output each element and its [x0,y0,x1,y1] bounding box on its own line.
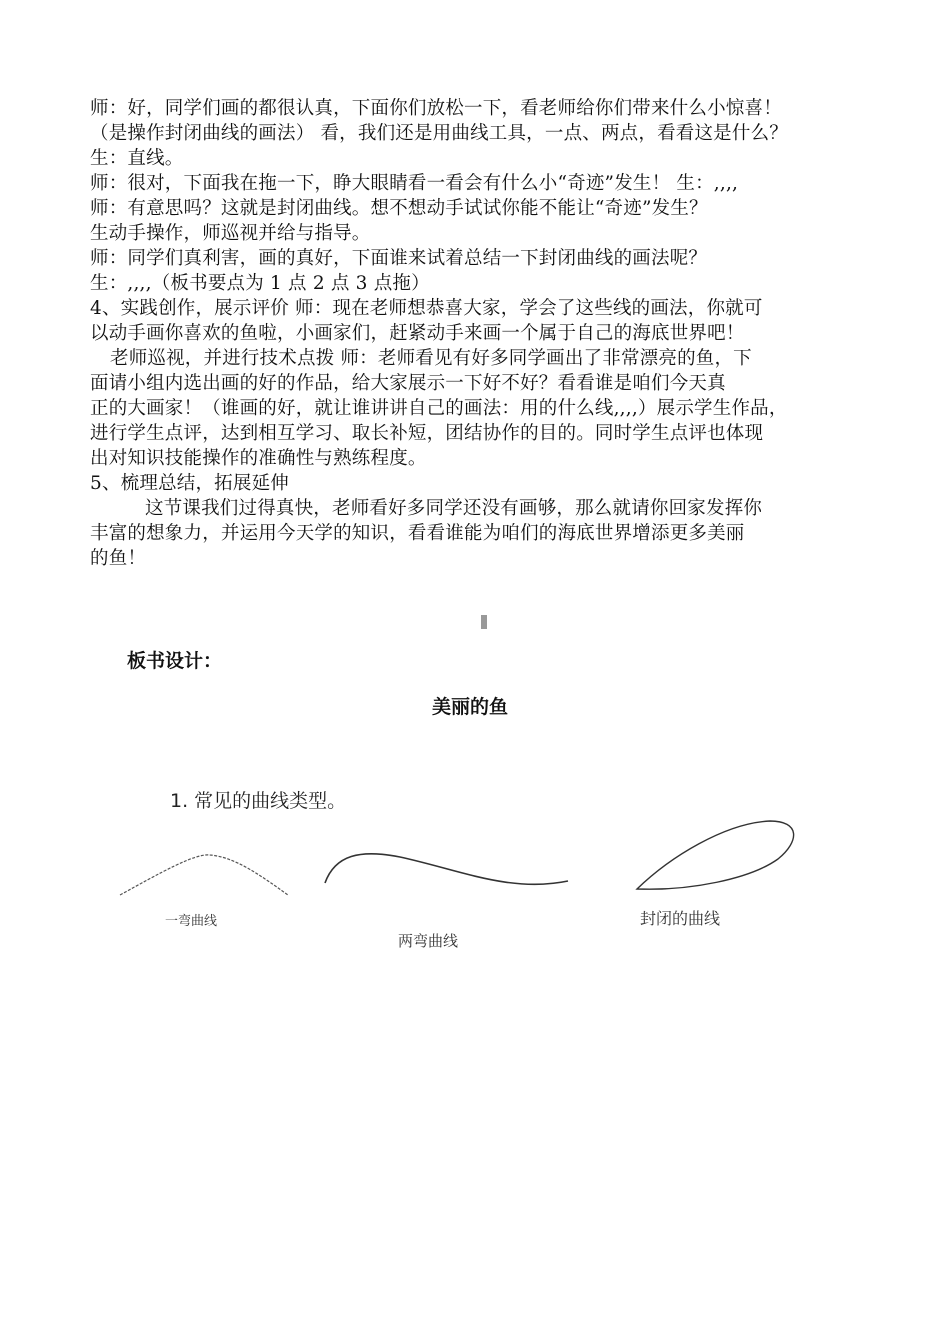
text-line: 师：有意思吗？这就是封闭曲线。想不想动手试试你能不能让“奇迹”发生？ [90,198,708,219]
text-line: 4、实践创作，展示评价 师：现在老师想恭喜大家，学会了这些线的画法，你就可 [90,298,763,319]
text-line: 出对知识技能操作的准确性与熟练程度。 [90,448,427,469]
text-line: 师：很对，下面我在拖一下，睁大眼睛看一看会有什么小“奇迹”发生！ 生：,,,, [90,173,739,194]
text-line: 生：直线。 [90,148,184,169]
text-line: 师：同学们真利害，画的真好，下面谁来试着总结一下封闭曲线的画法呢？ [90,248,708,269]
text-line: 生动手操作，师巡视并给与指导。 [90,223,371,244]
text-line: 这节课我们过得真快，老师看好多同学还没有画够，那么就请你回家发挥你 [145,498,763,519]
curve-types-heading: 1. 常见的曲线类型。 [170,790,347,812]
text-line: 5、梳理总结，拓展延伸 [90,473,289,494]
section-marker [481,615,487,629]
single-bend-curve [120,855,288,895]
closed-curve [637,821,794,889]
text-line: 面请小组内选出画的好的作品，给大家展示一下好不好？看看谁是咱们今天真 [90,373,726,394]
board-title: 美丽的鱼 [432,696,509,718]
text-line: （是操作封闭曲线的画法） 看，我们还是用曲线工具，一点、两点，看看这是什么？ [90,123,788,144]
text-line: 老师巡视，并进行技术点拨 师：老师看见有好多同学画出了非常漂亮的鱼，下 [110,348,752,369]
double-bend-curve [325,854,568,885]
text-line: 进行学生点评，达到相互学习、取长补短，团结协作的目的。同时学生点评也体现 [90,423,764,444]
text-line: 丰富的想象力，并运用今天学的知识，看看谁能为咱们的海底世界增添更多美丽 [90,523,745,544]
text-line: 正的大画家！（谁画的好，就让谁讲讲自己的画法：用的什么线,,,,）展示学生作品， [90,398,788,419]
text-line: 以动手画你喜欢的鱼啦，小画家们，赶紧动手来画一个属于自己的海底世界吧！ [90,323,745,344]
text-line: 的鱼！ [90,548,147,569]
closed-curve-caption: 封闭的曲线 [640,909,721,928]
curve-illustrations [110,815,810,905]
single-bend-caption: 一弯曲线 [165,914,218,929]
lesson-body-text [90,96,880,571]
board-design-heading: 板书设计： [127,650,223,672]
text-line: 师：好，同学们画的都很认真，下面你们放松一下，看老师给你们带来什么小惊喜！ [90,98,782,119]
double-bend-caption: 两弯曲线 [398,932,459,950]
text-line: 生：,,,,（板书要点为 1 点 2 点 3 点拖） [90,273,430,294]
